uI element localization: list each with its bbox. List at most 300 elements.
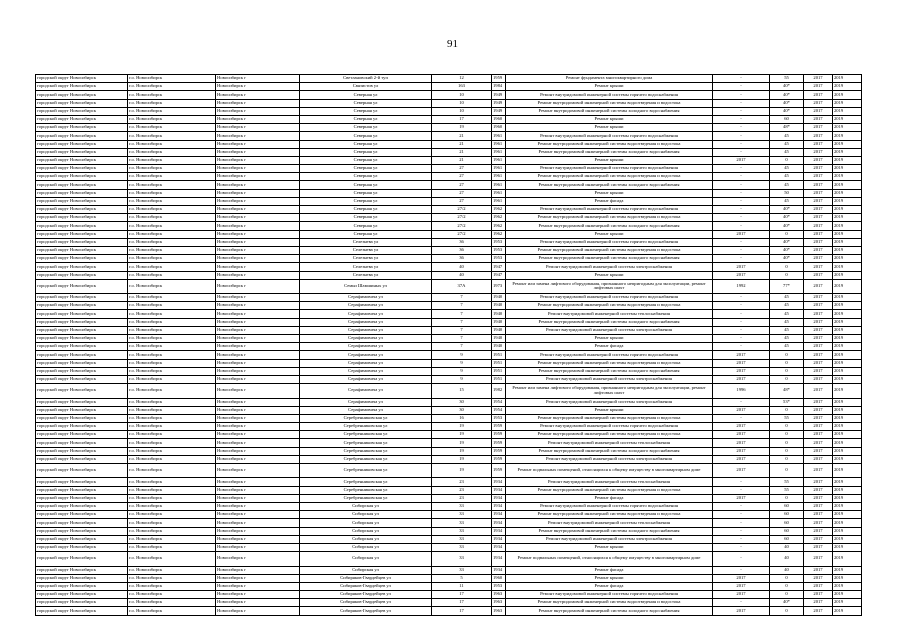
cell-last-repair: -: [713, 535, 770, 543]
cell-house: 30: [432, 406, 492, 414]
cell-year: 1959: [492, 431, 506, 439]
cell-settlement: г.о. Новосибирск: [128, 271, 216, 279]
cell-work-type: Ремонт крыши: [506, 124, 713, 132]
cell-street: Серафимовича ул: [300, 351, 432, 359]
cell-work-type: Ремонт внутридомовой инженерной системы холодного водоснабжения: [506, 222, 713, 230]
cell-street: Северная ул: [300, 132, 432, 140]
cell-house: 27: [432, 197, 492, 205]
cell-municipality: городской округ Новосибирск: [36, 83, 128, 91]
table-row: [36, 246, 862, 254]
cell-work-type: Ремонт внутридомовой инженерной системы горячего водоснабжения: [506, 294, 713, 302]
cell-wear: 45: [770, 148, 804, 156]
cell-work-type: Ремонт подвальных помещений, относящихся к общему имуществу в многоквартирном доме: [506, 464, 713, 478]
cell-year: 1963: [492, 599, 506, 607]
cell-plan-end: 2019: [833, 351, 862, 359]
cell-settlement: г.о. Новосибирск: [128, 189, 216, 197]
cell-year: 1959: [492, 423, 506, 431]
cell-wear: 45: [770, 132, 804, 140]
cell-settlement: г.о. Новосибирск: [128, 181, 216, 189]
cell-street: Северная ул: [300, 140, 432, 148]
cell-year: 1959: [492, 455, 506, 463]
cell-street: Серафимовича ул: [300, 398, 432, 406]
cell-house: 10: [432, 107, 492, 115]
cell-street: Северная ул: [300, 124, 432, 132]
cell-settlement: г.о. Новосибирск: [128, 574, 216, 582]
cell-work-type: Ремонт внутридомовой инженерной системы электроснабжения: [506, 455, 713, 463]
cell-year: 1959: [492, 439, 506, 447]
cell-wear: 0: [770, 439, 804, 447]
cell-wear: 0: [770, 230, 804, 238]
cell-street: Селезнева ул: [300, 238, 432, 246]
table-row: [36, 318, 862, 326]
cell-year: 1962: [492, 230, 506, 238]
cell-work-type: Ремонт внутридомовой инженерной системы теплоснабжения: [506, 478, 713, 486]
cell-municipality: городской округ Новосибирск: [36, 230, 128, 238]
table-row: [36, 486, 862, 494]
cell-last-repair: -: [713, 599, 770, 607]
cell-last-repair: 2017: [713, 447, 770, 455]
cell-year: 1949: [492, 99, 506, 107]
cell-last-repair: -: [713, 335, 770, 343]
cell-work-type: Ремонт фасада: [506, 582, 713, 590]
cell-locality: Новосибирск г: [216, 535, 300, 543]
cell-wear: 40*: [770, 83, 804, 91]
cell-wear: 0: [770, 447, 804, 455]
cell-settlement: г.о. Новосибирск: [128, 263, 216, 271]
cell-year: 1949: [492, 107, 506, 115]
cell-locality: Новосибирск г: [216, 214, 300, 222]
cell-locality: Новосибирск г: [216, 343, 300, 351]
cell-plan-end: 2019: [833, 140, 862, 148]
cell-plan-start: 2017: [804, 156, 833, 164]
cell-street: Серафимовича ул: [300, 302, 432, 310]
cell-house: 17: [432, 599, 492, 607]
cell-year: 1953: [492, 255, 506, 263]
cell-street: Северная ул: [300, 107, 432, 115]
cell-year: 1960: [492, 574, 506, 582]
cell-work-type: Ремонт внутридомовой инженерной системы водоотведения и водостока: [506, 431, 713, 439]
cell-plan-start: 2017: [804, 83, 833, 91]
cell-last-repair: -: [713, 566, 770, 574]
cell-house: 19: [432, 447, 492, 455]
cell-plan-start: 2017: [804, 552, 833, 566]
cell-wear: 60: [770, 502, 804, 510]
table-row: [36, 156, 862, 164]
cell-street: Серафимовича ул: [300, 310, 432, 318]
cell-settlement: г.о. Новосибирск: [128, 566, 216, 574]
cell-locality: Новосибирск г: [216, 173, 300, 181]
cell-year: 1934: [492, 527, 506, 535]
cell-street: Серафимовича ул: [300, 343, 432, 351]
cell-street: Селезнева ул: [300, 271, 432, 279]
cell-locality: Новосибирск г: [216, 527, 300, 535]
cell-work-type: Ремонт внутридомовой инженерной системы водоотведения и водостока: [506, 302, 713, 310]
cell-municipality: городской округ Новосибирск: [36, 124, 128, 132]
cell-wear: 53*: [770, 398, 804, 406]
cell-plan-start: 2017: [804, 543, 833, 551]
cell-settlement: г.о. Новосибирск: [128, 294, 216, 302]
cell-street: Северная ул: [300, 91, 432, 99]
table-row: [36, 230, 862, 238]
cell-work-type: Ремонт внутридомовой инженерной системы горячего водоснабжения: [506, 238, 713, 246]
cell-plan-end: 2019: [833, 535, 862, 543]
cell-plan-end: 2019: [833, 335, 862, 343]
cell-house: 19: [432, 455, 492, 463]
cell-house: 27/2: [432, 206, 492, 214]
cell-locality: Новосибирск г: [216, 398, 300, 406]
cell-work-type: Ремонт крыши: [506, 189, 713, 197]
table-row: [36, 310, 862, 318]
cell-settlement: г.о. Новосибирск: [128, 343, 216, 351]
cell-last-repair: 2017: [713, 367, 770, 375]
cell-last-repair: -: [713, 124, 770, 132]
cell-locality: Новосибирск г: [216, 582, 300, 590]
table-row: [36, 83, 862, 91]
cell-last-repair: -: [713, 165, 770, 173]
cell-municipality: городской округ Новосибирск: [36, 318, 128, 326]
cell-last-repair: 2017: [713, 439, 770, 447]
cell-plan-end: 2019: [833, 543, 862, 551]
cell-house: 36: [432, 246, 492, 254]
cell-settlement: г.о. Новосибирск: [128, 398, 216, 406]
cell-municipality: городской округ Новосибирск: [36, 99, 128, 107]
cell-last-repair: 2017: [713, 455, 770, 463]
cell-work-type: Ремонт внутридомовой инженерной системы горячего водоснабжения: [506, 351, 713, 359]
cell-last-repair: -: [713, 91, 770, 99]
cell-work-type: Ремонт фасада: [506, 566, 713, 574]
cell-wear: 45: [770, 173, 804, 181]
cell-municipality: городской округ Новосибирск: [36, 527, 128, 535]
cell-municipality: городской округ Новосибирск: [36, 189, 128, 197]
table-row: [36, 502, 862, 510]
cell-work-type: Ремонт фасада: [506, 197, 713, 205]
cell-plan-end: 2019: [833, 359, 862, 367]
cell-house: 27: [432, 173, 492, 181]
table-row: [36, 263, 862, 271]
cell-settlement: г.о. Новосибирск: [128, 431, 216, 439]
cell-year: 1940: [492, 318, 506, 326]
table-row: [36, 423, 862, 431]
cell-wear: 50: [770, 189, 804, 197]
cell-last-repair: 1992: [713, 279, 770, 293]
cell-settlement: г.о. Новосибирск: [128, 511, 216, 519]
cell-wear: 60: [770, 535, 804, 543]
cell-plan-end: 2019: [833, 414, 862, 422]
cell-house: 10: [432, 91, 492, 99]
table-row: [36, 607, 862, 615]
cell-locality: Новосибирск г: [216, 591, 300, 599]
cell-street: Сибирская ул: [300, 511, 432, 519]
cell-work-type: Ремонт крыши: [506, 406, 713, 414]
cell-locality: Новосибирск г: [216, 140, 300, 148]
cell-municipality: городской округ Новосибирск: [36, 607, 128, 615]
cell-plan-start: 2017: [804, 230, 833, 238]
cell-settlement: г.о. Новосибирск: [128, 318, 216, 326]
cell-plan-start: 2017: [804, 115, 833, 123]
cell-house: 7: [432, 302, 492, 310]
cell-settlement: г.о. Новосибирск: [128, 527, 216, 535]
cell-plan-end: 2019: [833, 279, 862, 293]
cell-last-repair: -: [713, 543, 770, 551]
cell-locality: Новосибирск г: [216, 99, 300, 107]
cell-settlement: г.о. Новосибирск: [128, 75, 216, 83]
cell-locality: Новосибирск г: [216, 574, 300, 582]
cell-municipality: городской округ Новосибирск: [36, 222, 128, 230]
cell-municipality: городской округ Новосибирск: [36, 165, 128, 173]
cell-municipality: городской округ Новосибирск: [36, 91, 128, 99]
cell-plan-start: 2017: [804, 165, 833, 173]
cell-plan-start: 2017: [804, 263, 833, 271]
cell-plan-end: 2019: [833, 566, 862, 574]
cell-work-type: Ремонт внутридомовой инженерной системы горячего водоснабжения: [506, 423, 713, 431]
cell-last-repair: -: [713, 326, 770, 334]
cell-work-type: Ремонт внутридомовой инженерной системы горячего водоснабжения: [506, 91, 713, 99]
cell-locality: Новосибирск г: [216, 246, 300, 254]
cell-house: 33: [432, 543, 492, 551]
cell-year: 1940: [492, 326, 506, 334]
cell-year: 1961: [492, 189, 506, 197]
cell-plan-end: 2019: [833, 574, 862, 582]
cell-municipality: городской округ Новосибирск: [36, 398, 128, 406]
cell-locality: Новосибирск г: [216, 263, 300, 271]
cell-plan-end: 2019: [833, 607, 862, 615]
cell-wear: 55: [770, 478, 804, 486]
table-row: [36, 566, 862, 574]
cell-street: Сибирская ул: [300, 543, 432, 551]
cell-last-repair: -: [713, 181, 770, 189]
cell-year: 1963: [492, 607, 506, 615]
cell-plan-end: 2019: [833, 494, 862, 502]
cell-work-type: Ремонт фасада: [506, 494, 713, 502]
cell-locality: Новосибирск г: [216, 310, 300, 318]
cell-wear: 0: [770, 359, 804, 367]
cell-work-type: Ремонт внутридомовой инженерной системы горячего водоснабжения: [506, 502, 713, 510]
cell-plan-end: 2019: [833, 294, 862, 302]
cell-house: 10: [432, 99, 492, 107]
cell-municipality: городской округ Новосибирск: [36, 326, 128, 334]
cell-municipality: городской округ Новосибирск: [36, 271, 128, 279]
cell-street: Северная ул: [300, 230, 432, 238]
cell-work-type: Ремонт внутридомовой инженерной системы теплоснабжения: [506, 310, 713, 318]
cell-plan-start: 2017: [804, 302, 833, 310]
cell-locality: Новосибирск г: [216, 238, 300, 246]
cell-wear: 0: [770, 494, 804, 502]
cell-work-type: Ремонт внутридомовой инженерной системы холодного водоснабжения: [506, 318, 713, 326]
cell-work-type: Ремонт внутридомовой инженерной системы горячего водоснабжения: [506, 206, 713, 214]
cell-municipality: городской округ Новосибирск: [36, 255, 128, 263]
cell-last-repair: -: [713, 552, 770, 566]
cell-house: 19: [432, 423, 492, 431]
cell-street: Серебренниковская ул: [300, 494, 432, 502]
cell-municipality: городской округ Новосибирск: [36, 431, 128, 439]
cell-year: 1961: [492, 140, 506, 148]
cell-municipality: городской округ Новосибирск: [36, 494, 128, 502]
table-row: [36, 181, 862, 189]
cell-work-type: Ремонт внутридомовой инженерной системы водоотведения и водостока: [506, 486, 713, 494]
cell-year: 1953: [492, 582, 506, 590]
table-row: [36, 99, 862, 107]
cell-plan-start: 2017: [804, 464, 833, 478]
cell-municipality: городской округ Новосибирск: [36, 464, 128, 478]
cell-settlement: г.о. Новосибирск: [128, 326, 216, 334]
cell-plan-end: 2019: [833, 599, 862, 607]
cell-plan-end: 2019: [833, 519, 862, 527]
cell-last-repair: 2017: [713, 375, 770, 383]
cell-street: Сибирская ул: [300, 527, 432, 535]
cell-last-repair: 2017: [713, 423, 770, 431]
cell-settlement: г.о. Новосибирск: [128, 406, 216, 414]
cell-street: Сибирская ул: [300, 535, 432, 543]
cell-wear: 40: [770, 543, 804, 551]
cell-municipality: городской округ Новосибирск: [36, 502, 128, 510]
cell-street: Серафимовича ул: [300, 384, 432, 398]
table-row: [36, 124, 862, 132]
cell-municipality: городской округ Новосибирск: [36, 310, 128, 318]
table-row: [36, 335, 862, 343]
cell-plan-end: 2019: [833, 367, 862, 375]
cell-settlement: г.о. Новосибирск: [128, 132, 216, 140]
cell-work-type: Ремонт внутридомовой инженерной системы электроснабжения: [506, 326, 713, 334]
cell-year: 1982: [492, 384, 506, 398]
cell-house: 163: [432, 83, 492, 91]
cell-plan-start: 2017: [804, 181, 833, 189]
cell-last-repair: 1996: [713, 384, 770, 398]
cell-plan-start: 2017: [804, 132, 833, 140]
cell-locality: Новосибирск г: [216, 326, 300, 334]
cell-locality: Новосибирск г: [216, 455, 300, 463]
table-row: [36, 148, 862, 156]
cell-settlement: г.о. Новосибирск: [128, 552, 216, 566]
cell-plan-start: 2017: [804, 519, 833, 527]
cell-last-repair: 2017: [713, 464, 770, 478]
cell-year: 1934: [492, 566, 506, 574]
cell-locality: Новосибирск г: [216, 294, 300, 302]
cell-year: 1940: [492, 294, 506, 302]
cell-work-type: Ремонт внутридомовой инженерной системы водоотведения и водостока: [506, 99, 713, 107]
cell-settlement: г.о. Новосибирск: [128, 173, 216, 181]
cell-wear: 40*: [770, 107, 804, 115]
cell-locality: Новосибирск г: [216, 271, 300, 279]
cell-wear: 60: [770, 115, 804, 123]
cell-year: 1960: [492, 124, 506, 132]
cell-municipality: городской округ Новосибирск: [36, 343, 128, 351]
cell-last-repair: -: [713, 310, 770, 318]
cell-house: 15: [432, 384, 492, 398]
table-row: [36, 431, 862, 439]
table-row: [36, 464, 862, 478]
cell-street: Северная ул: [300, 181, 432, 189]
cell-municipality: городской округ Новосибирск: [36, 107, 128, 115]
cell-locality: Новосибирск г: [216, 124, 300, 132]
cell-settlement: г.о. Новосибирск: [128, 599, 216, 607]
cell-last-repair: -: [713, 302, 770, 310]
cell-settlement: г.о. Новосибирск: [128, 486, 216, 494]
cell-work-type: Ремонт крыши: [506, 230, 713, 238]
cell-last-repair: -: [713, 173, 770, 181]
cell-wear: 45: [770, 181, 804, 189]
table-row: [36, 582, 862, 590]
cell-settlement: г.о. Новосибирск: [128, 107, 216, 115]
cell-locality: Новосибирск г: [216, 148, 300, 156]
cell-locality: Новосибирск г: [216, 132, 300, 140]
cell-house: 19: [432, 439, 492, 447]
cell-year: 1934: [492, 535, 506, 543]
cell-plan-end: 2019: [833, 83, 862, 91]
cell-last-repair: -: [713, 519, 770, 527]
cell-wear: 55: [770, 486, 804, 494]
cell-street: Серебренниковская ул: [300, 423, 432, 431]
cell-plan-start: 2017: [804, 591, 833, 599]
cell-street: Серебренниковская ул: [300, 486, 432, 494]
cell-locality: Новосибирск г: [216, 384, 300, 398]
capital-repair-table: [35, 74, 862, 616]
cell-municipality: городской округ Новосибирск: [36, 294, 128, 302]
cell-plan-start: 2017: [804, 582, 833, 590]
cell-plan-end: 2019: [833, 107, 862, 115]
cell-last-repair: -: [713, 197, 770, 205]
cell-municipality: городской округ Новосибирск: [36, 156, 128, 164]
cell-plan-start: 2017: [804, 494, 833, 502]
cell-work-type: Ремонт внутридомовой инженерной системы холодного водоснабжения: [506, 607, 713, 615]
cell-year: 1940: [492, 310, 506, 318]
cell-wear: 45: [770, 343, 804, 351]
cell-locality: Новосибирск г: [216, 165, 300, 173]
cell-house: 12: [432, 75, 492, 83]
cell-plan-end: 2019: [833, 132, 862, 140]
cell-plan-end: 2019: [833, 165, 862, 173]
cell-plan-start: 2017: [804, 238, 833, 246]
cell-house: 21: [432, 132, 492, 140]
cell-municipality: городской округ Новосибирск: [36, 367, 128, 375]
cell-municipality: городской округ Новосибирск: [36, 535, 128, 543]
cell-municipality: городской округ Новосибирск: [36, 238, 128, 246]
cell-locality: Новосибирск г: [216, 206, 300, 214]
table-row: [36, 197, 862, 205]
cell-settlement: г.о. Новосибирск: [128, 214, 216, 222]
cell-work-type: Ремонт внутридомовой инженерной системы водоотведения и водостока: [506, 214, 713, 222]
cell-house: 5: [432, 574, 492, 582]
cell-work-type: Ремонт фасада: [506, 343, 713, 351]
cell-plan-end: 2019: [833, 246, 862, 254]
cell-settlement: г.о. Новосибирск: [128, 310, 216, 318]
cell-plan-end: 2019: [833, 75, 862, 83]
cell-wear: 48*: [770, 124, 804, 132]
cell-municipality: городской округ Новосибирск: [36, 140, 128, 148]
cell-street: Селезнева ул: [300, 246, 432, 254]
table-row: [36, 115, 862, 123]
cell-year: 1962: [492, 214, 506, 222]
cell-house: 33: [432, 511, 492, 519]
cell-locality: Новосибирск г: [216, 279, 300, 293]
cell-wear: 0: [770, 423, 804, 431]
cell-last-repair: -: [713, 238, 770, 246]
cell-work-type: Ремонт внутридомовой инженерной системы водоотведения и водостока: [506, 511, 713, 519]
cell-house: 21: [432, 156, 492, 164]
cell-municipality: городской округ Новосибирск: [36, 414, 128, 422]
cell-street: Селезнева ул: [300, 255, 432, 263]
cell-year: 1973: [492, 279, 506, 293]
cell-house: 27: [432, 189, 492, 197]
cell-plan-start: 2017: [804, 447, 833, 455]
cell-year: 1940: [492, 302, 506, 310]
cell-locality: Новосибирск г: [216, 83, 300, 91]
table-row: [36, 279, 862, 293]
cell-work-type: Ремонт крыши: [506, 115, 713, 123]
cell-wear: 40*: [770, 222, 804, 230]
cell-house: 40: [432, 271, 492, 279]
cell-street: Селезнева ул: [300, 263, 432, 271]
table-row: [36, 206, 862, 214]
